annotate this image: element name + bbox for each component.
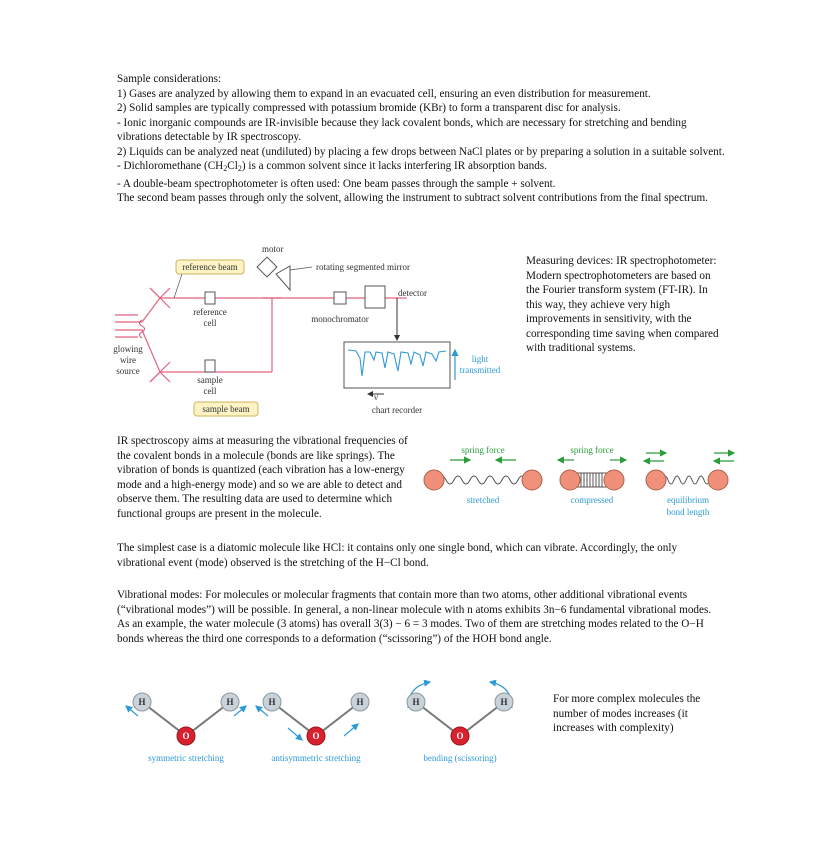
sample-solids: 2) Solid samples are typically compressed with potassium bromide (KBr) to form a transparent disc for analysis. <box>117 102 621 114</box>
wavenumber-label: ν̄ <box>374 392 379 402</box>
svg-text:O: O <box>312 731 320 741</box>
spring-force-label-1: spring force <box>461 445 505 455</box>
complex-molecules-text: For more complex molecules the number of modes increases (it increases with complexity) <box>553 693 701 734</box>
ir-aims-text: IR spectroscopy aims at measuring the vibrational frequencies of the covalent bonds in a molecule (bonds are like springs). The vibration of bonds is quantized (each vibration has a low-energy mode and a high-energy mode) and so we are able to detect and observe them. The resulting data are used to determine which functional groups are present in the molecule. <box>117 435 408 520</box>
sample-beam-label: sample beam <box>202 404 250 414</box>
equilibrium-atom-right <box>708 470 728 490</box>
svg-text:O: O <box>182 731 190 741</box>
reference-cell-label-2: cell <box>203 318 217 328</box>
vibrational-modes-text: Vibrational modes: For molecules or molecular fragments that contain more than two atoms, other additional vibrational events (“vibrational modes”) will be possible. In general, a non-linear molecule with n atoms exhibits 3n−6 fundamental vibrational modes. As an example, the water molecule (3 atoms) has overall 3(3) − 6 = 3 modes. Two of them are stretching modes related to the O−H bonds whereas the third one corresponds to a deformation (“scissoring”) of the HOH bond angle. <box>117 589 712 645</box>
measuring-devices-text: Measuring devices: IR spectrophotometer: Modern spectrophotometers are based on the Fourier transform system (FT-IR). In this way, they achieve very high improvements in sensitivity, with the corresponding time saving when compared with traditional systems. <box>526 255 719 354</box>
antisymmetric-stretching-molecule <box>256 693 369 745</box>
sample-second-beam: The second beam passes through only the solvent, allowing the instrument to subtract solvent contributions from the final spectrum. <box>117 192 708 204</box>
svg-text:H: H <box>138 697 146 707</box>
compressed-label: compressed <box>570 495 614 505</box>
spring-diagram <box>418 440 740 524</box>
svg-text:H: H <box>268 697 276 707</box>
reference-cell <box>205 292 215 304</box>
sample-cell <box>205 360 215 372</box>
source-label-3: source <box>116 366 140 376</box>
sample-cell-label-1: sample <box>197 375 223 385</box>
equilibrium-label-1: equilibrium <box>667 495 709 505</box>
compressed-atom-right <box>604 470 624 490</box>
compressed-atom-left <box>560 470 580 490</box>
svg-text:H: H <box>356 697 364 707</box>
sample-considerations <box>117 72 727 206</box>
simplest-case-text: The simplest case is a diatomic molecule like HCl: it contains only one single bond, which can vibrate. Accordingly, the only vibrational event (mode) observed is the stretching of the H−Cl bond. <box>117 542 678 569</box>
source-label-2: wire <box>120 355 136 365</box>
bending-label: bending (scissoring) <box>423 753 497 763</box>
sample-heading: Sample considerations: <box>117 73 222 85</box>
stretched-spring <box>438 476 534 484</box>
equilibrium-spring <box>662 476 710 484</box>
motor-label: motor <box>262 244 284 254</box>
sample-solvent: - Dichloromethane $(CH_2Cl_2)$ is a common solvent since it lacks interfering IR absorption bands. <box>117 160 547 173</box>
light-label-1: light <box>471 354 489 364</box>
stretched-atom-right <box>522 470 542 490</box>
motor-box <box>257 257 277 277</box>
svg-text:H: H <box>500 697 508 707</box>
stretched-atom-left <box>424 470 444 490</box>
sample-liquids: 2) Liquids can be analyzed neat (undiluted) by placing a few drops between NaCl plates or by preparing a solution in a suitable solvent. <box>117 145 725 158</box>
spring-force-label-2: spring force <box>570 445 614 455</box>
spectrophotometer-diagram <box>112 240 517 422</box>
symmetric-label: symmetric stretching <box>148 753 224 763</box>
monochromator-box <box>334 292 346 304</box>
svg-text:H: H <box>412 697 420 707</box>
symmetric-stretching-molecule <box>126 693 246 745</box>
detector-box <box>365 286 385 308</box>
equilibrium-atom-left <box>646 470 666 490</box>
sample-gases: 1) Gases are analyzed by allowing them to expand in an evacuated cell, ensuring an even distribution for measurement. <box>117 87 651 100</box>
svg-text:H: H <box>226 697 234 707</box>
source-label-1: glowing <box>113 344 143 354</box>
bending-molecule <box>407 682 513 745</box>
rotating-mirror-label: rotating segmented mirror <box>316 262 410 272</box>
stretched-label: stretched <box>466 495 500 505</box>
sample-double-beam: - A double-beam spectrophotometer is often used: One beam passes through the sample + solvent. <box>117 177 556 190</box>
water-modes-diagram <box>118 680 538 770</box>
chart-recorder-label: chart recorder <box>371 405 423 415</box>
rotating-mirror <box>276 266 290 290</box>
sample-ionic: - Ionic inorganic compounds are IR-invisible because they lack covalent bonds, which are necessary for stretching and bending vibrations detectable by IR spectroscopy. <box>117 116 687 143</box>
sample-cell-label-2: cell <box>203 386 217 396</box>
monochromator-label: monochromator <box>311 314 369 324</box>
light-label-2: transmitted <box>459 365 501 375</box>
svg-text:O: O <box>456 731 464 741</box>
equilibrium-label-2: bond length <box>666 507 710 517</box>
antisymmetric-label: antisymmetric stretching <box>271 753 361 763</box>
reference-beam-label: reference beam <box>182 262 238 272</box>
detector-label: detector <box>398 288 427 298</box>
reference-cell-label-1: reference <box>193 307 227 317</box>
